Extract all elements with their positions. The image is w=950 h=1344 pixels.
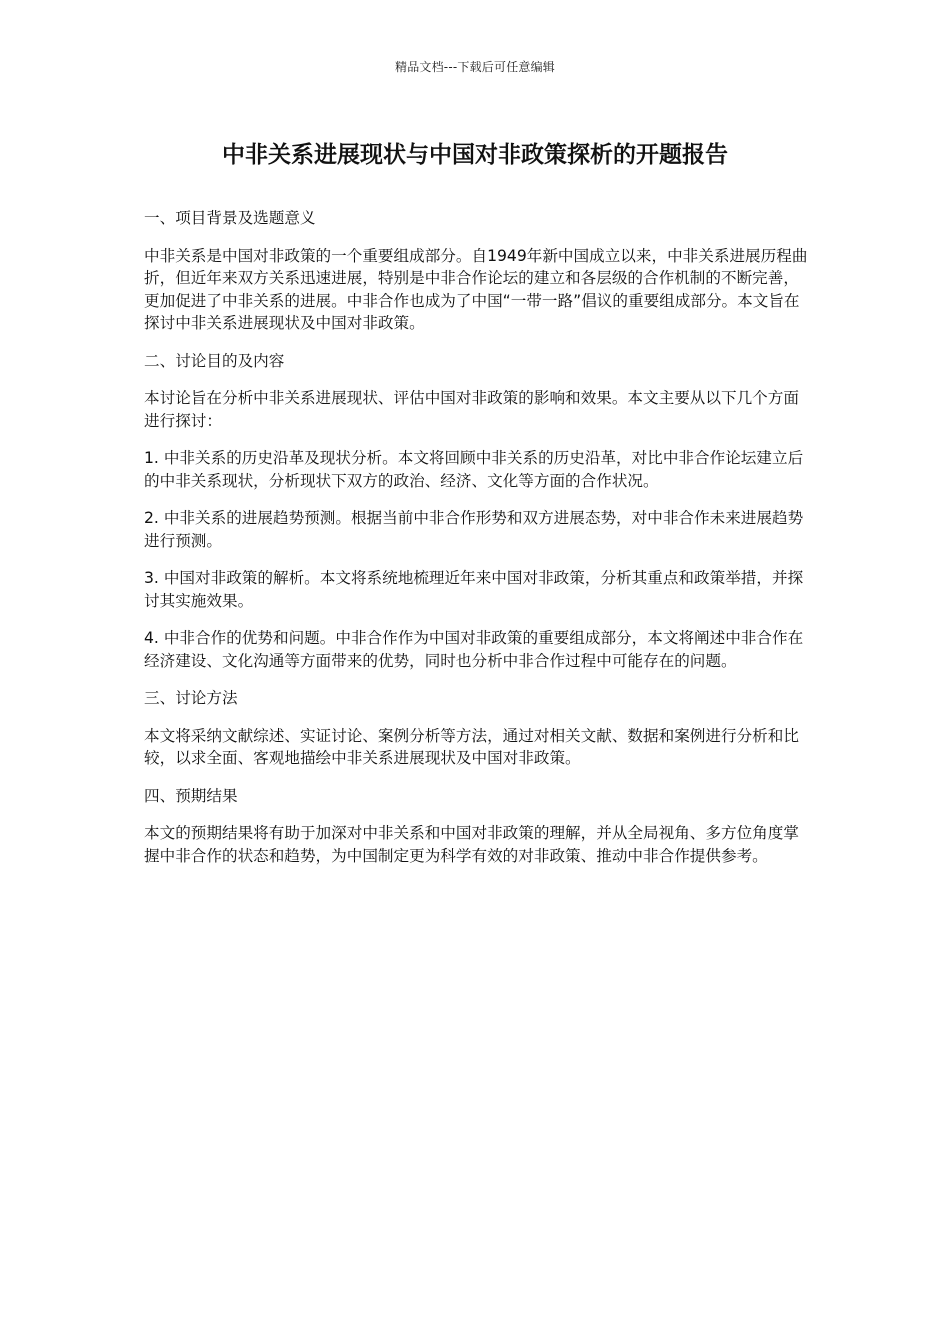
section-methods — [144, 687, 809, 770]
list-item-paragraph: 2. 中非关系的进展趋势预测。根据当前中非合作形势和双方进展态势，对中非合作未来进展趋势进行预测。 — [144, 509, 804, 550]
section-expected-results — [144, 785, 809, 868]
document-body — [144, 207, 809, 882]
section-purpose — [144, 350, 809, 673]
document-title: 中非关系进展现状与中国对非政策探析的开题报告 — [222, 142, 728, 168]
section-background — [144, 207, 809, 335]
list-item-paragraph: 3. 中国对非政策的解析。本文将系统地梳理近年来中国对非政策，分析其重点和政策举措，并探讨其实施效果。 — [144, 569, 804, 610]
list-item-paragraph: 4. 中非合作的优势和问题。中非合作作为中国对非政策的重要组成部分，本文将阐述中非合作在经济建设、文化沟通等方面带来的优势，同时也分析中非合作过程中可能存在的问题。 — [144, 629, 804, 670]
section-heading: 二、讨论目的及内容 — [144, 351, 285, 370]
section-heading: 一、项目背景及选题意义 — [144, 209, 316, 227]
section-heading: 四、预期结果 — [144, 786, 238, 805]
list-item-paragraph: 1. 中非关系的历史沿革及现状分析。本文将回顾中非关系的历史沿革，对比中非合作论坛建立后的中非关系现状，分析现状下双方的政治、经济、文化等方面的合作状况。 — [144, 449, 804, 490]
body-paragraph: 本文将采纳文献综述、实证讨论、案例分析等方法，通过对相关文献、数据和案例进行分析和比较，以求全面、客观地描绘中非关系进展现状及中国对非政策。 — [144, 726, 799, 767]
body-paragraph: 本讨论旨在分析中非关系进展现状、评估中国对非政策的影响和效果。本文主要从以下几个方面进行探讨： — [144, 389, 799, 430]
body-paragraph: 本文的预期结果将有助于加深对中非关系和中国对非政策的理解，并从全局视角、多方位角度掌握中非合作的状态和趋势，为中国制定更为科学有效的对非政策、推动中非合作提供参考。 — [144, 824, 799, 865]
section-heading: 三、讨论方法 — [144, 689, 238, 707]
body-paragraph: 中非关系是中国对非政策的一个重要组成部分。自1949年新中国成立以来，中非关系进展历程曲折，但近年来双方关系迅速进展，特别是中非合作论坛的建立和各层级的合作机制的不断完善，更加促进了中非关系的进展。中非合作也成为了中国“一带一路”倡议的重要组成部分。本文旨在探讨中非关系进展现状及中国对非政策。 — [144, 246, 808, 332]
page-header-note: 精品文档---下载后可任意编辑 — [395, 60, 555, 74]
